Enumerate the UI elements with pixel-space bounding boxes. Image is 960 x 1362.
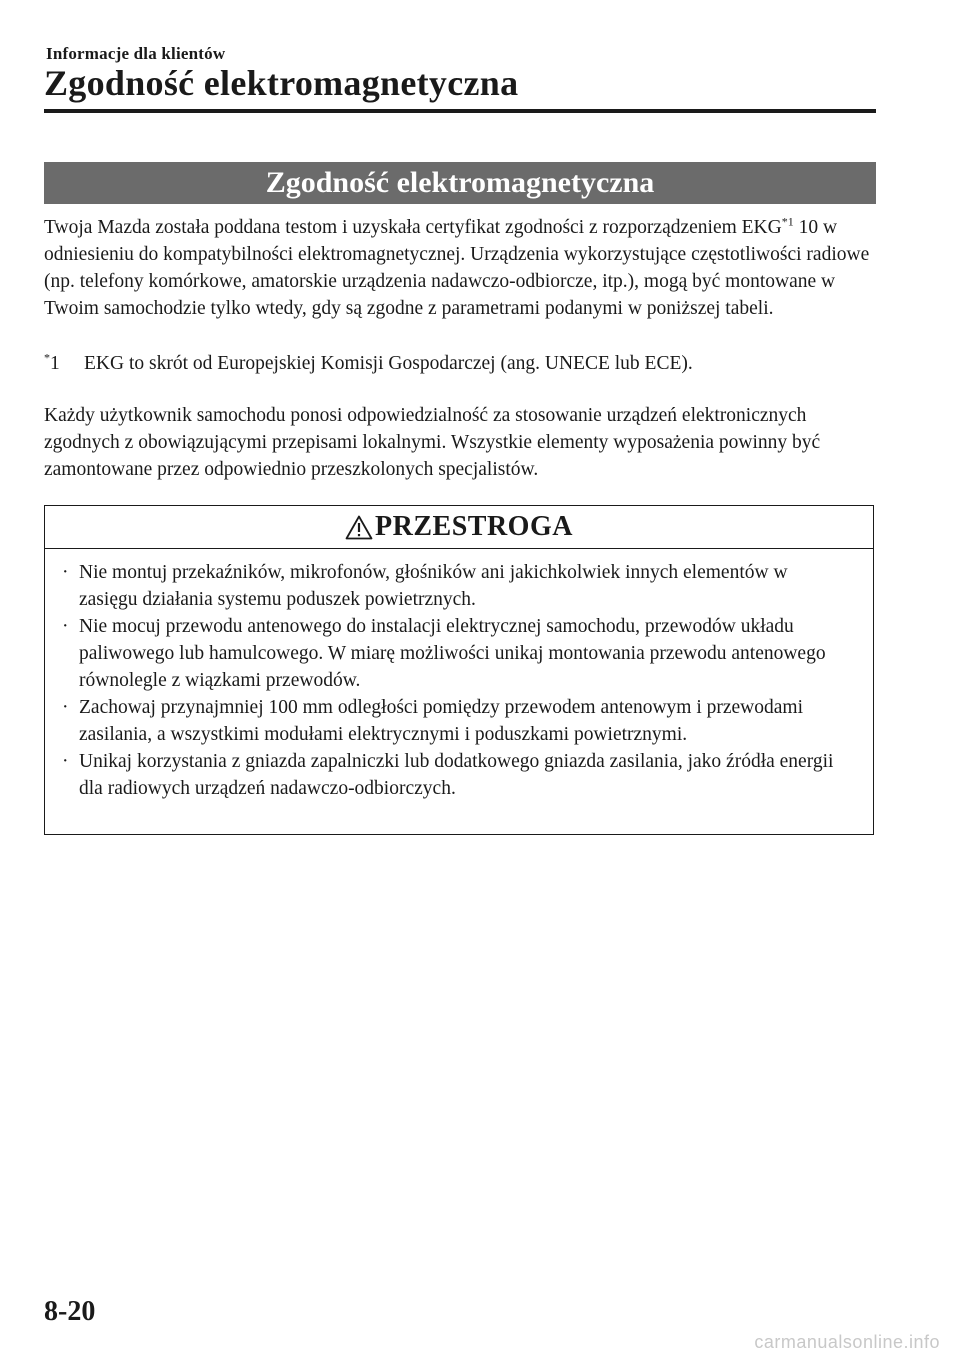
footnote-number: 1 — [50, 353, 60, 374]
footnote-asterisk: * — [44, 350, 50, 365]
caution-item — [62, 613, 843, 694]
warning-triangle-icon — [345, 515, 373, 540]
bullet: · — [62, 751, 69, 772]
caution-item-text: Unikaj korzystania z gniazda zapalniczki lub dodatkowego gniazda zasilania, jako źródła energii dla radiowych urządzeń nadawczo-odbiorczych. — [79, 751, 834, 799]
running-header-title: Zgodność elektromagnetyczna — [44, 63, 519, 103]
caution-item-text: Nie montuj przekaźników, mikrofonów, głośników ani jakichkolwiek innych elementów w zasięgu działania systemu poduszek powietrznych. — [79, 562, 788, 610]
caution-item — [62, 559, 843, 613]
caution-item-text: Zachowaj przynajmniej 100 mm odległości pomiędzy przewodem antenowym i przewodami zasilania, a wszystkimi modułami elektrycznymi i poduszkami powietrznymi. — [79, 697, 803, 745]
section-title-band: Zgodność elektromagnetyczna — [44, 162, 876, 204]
caution-item — [62, 748, 843, 802]
caution-list — [45, 549, 873, 802]
bullet: · — [62, 616, 69, 637]
caution-item — [62, 694, 843, 748]
responsibility-paragraph: Każdy użytkownik samochodu ponosi odpowiedzialność za stosowanie urządzeń elektronicznych zgodnych z obowiązującymi przepisami lokalnymi. Wszystkie elementy wyposażenia powinny być zamontowane przez odpowiednio przeszkolonych specjalistów. — [44, 405, 821, 480]
header-divider — [44, 109, 876, 113]
intro-text-part2: 10 w odniesieniu do kompatybilności elektromagnetycznej. Urządzenia wykorzystujące częstotliwości radiowe (np. telefony komórkowe, amatorskie urządzenia nadawczo-odbiorcze, itp.), mogą być montowane w Twoim samochodzie tylko wtedy, gdy są zgodne z parametrami podanymi w poniższej tabeli. — [44, 217, 870, 319]
running-header-section: Informacje dla klientów — [46, 44, 226, 63]
footnote-mark — [44, 350, 84, 377]
caution-header — [45, 506, 873, 549]
bullet: · — [62, 562, 69, 583]
intro-paragraph — [44, 214, 876, 322]
caution-item-text: Nie mocuj przewodu antenowego do instalacji elektrycznej samochodu, przewodów układu paliwowego lub hamulcowego. W miarę możliwości unikaj montowania przewodu antenowego równolegle z wiązkami przewodów. — [79, 616, 826, 691]
caution-title: PRZESTROGA — [375, 511, 573, 542]
bullet: · — [62, 697, 69, 718]
page-number: 8-20 — [44, 1296, 96, 1327]
caution-box — [44, 505, 874, 835]
watermark: carmanualsonline.info — [754, 1332, 940, 1352]
intro-text-part1: Twoja Mazda została poddana testom i uzyskała certyfikat zgodności z rozporządzeniem EKG — [44, 217, 782, 238]
footnote-reference: *1 — [781, 214, 794, 229]
footnote — [44, 350, 876, 377]
footnote-text: EKG to skrót od Europejskiej Komisji Gospodarczej (ang. UNECE lub ECE). — [84, 353, 693, 374]
